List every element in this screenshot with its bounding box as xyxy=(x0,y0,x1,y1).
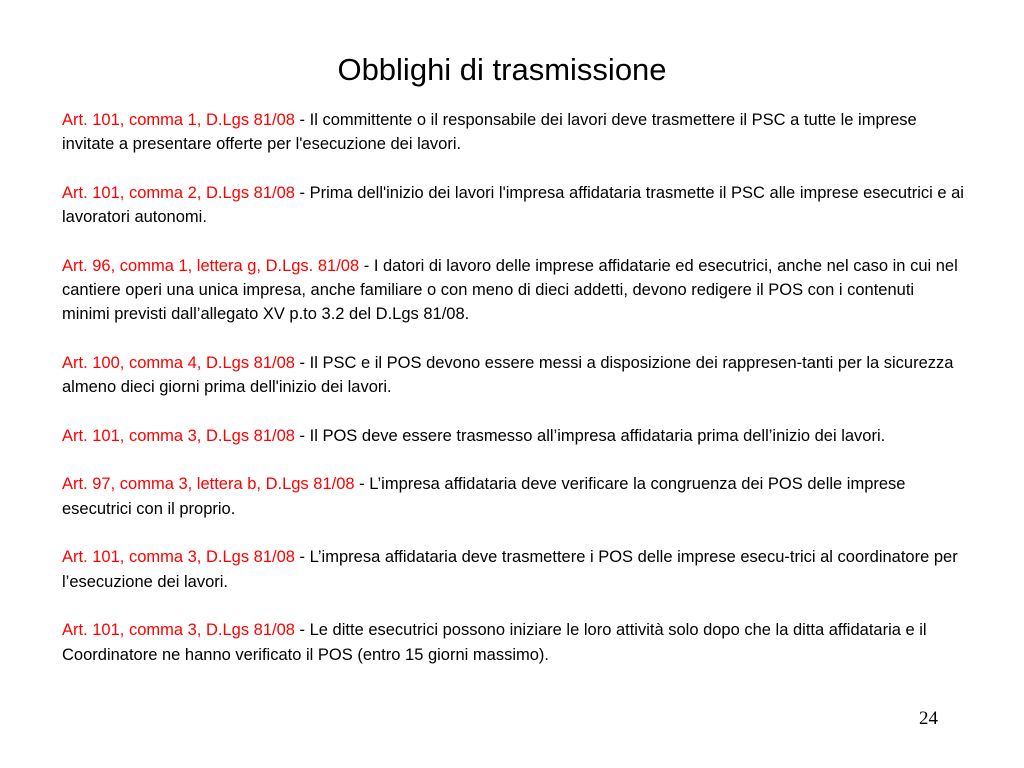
article-reference: Art. 101, comma 2, D.Lgs 81/08 xyxy=(62,183,295,202)
reference-separator: - xyxy=(294,353,310,372)
article-text: Il PSC e il POS devono essere messi a disposizione dei rappresen-tanti per la sicurezza almeno dieci giorni prima dell'inizio dei lavori. xyxy=(62,353,954,397)
slide-content xyxy=(62,108,966,691)
article-text: Il POS deve essere trasmesso all’impresa affidataria prima dell’inizio dei lavori. xyxy=(309,426,886,445)
article-text: I datori di lavoro delle imprese affidatarie ed esecutrici, anche nel caso in cui nel cantiere operi una unica impresa, anche familiare o con meno di dieci addetti, devono redigere il POS con i contenuti minimi previsti dall’allegato XV p.to 3.2 del D.Lgs 81/08. xyxy=(62,256,958,324)
article-reference: Art. 101, comma 1, D.Lgs 81/08 xyxy=(62,111,295,129)
article-reference: Art. 101, comma 3, D.Lgs 81/08 xyxy=(62,426,295,445)
slide-title: Obblighi di trasmissione xyxy=(337,52,667,87)
article-text: L’impresa affidataria deve trasmettere i POS delle imprese esecu-trici al coordinatore per l’esecuzione dei lavori. xyxy=(62,548,958,591)
article-paragraph xyxy=(62,472,966,521)
article-text: Le ditte esecutrici possono iniziare le loro attività solo dopo che la ditta affidataria e il Coordinatore ne hanno verificato il POS (entro 15 giorni massimo). xyxy=(62,621,927,664)
article-paragraph xyxy=(62,618,966,667)
article-reference: Art. 96, comma 1, lettera g, D.Lgs. 81/08 xyxy=(62,256,360,275)
reference-separator: - xyxy=(359,256,374,275)
article-paragraph xyxy=(62,545,966,594)
page-number: 24 xyxy=(919,708,938,729)
reference-separator: - xyxy=(294,183,310,202)
article-reference: Art. 97, comma 3, lettera b, D.Lgs 81/08 xyxy=(62,475,355,494)
article-paragraph xyxy=(62,351,966,400)
article-reference: Art. 101, comma 3, D.Lgs 81/08 xyxy=(62,621,295,640)
reference-separator: - xyxy=(294,426,310,445)
reference-separator: - xyxy=(294,621,310,640)
article-text: L’impresa affidataria deve verificare la congruenza dei POS delle imprese esecutrici con il proprio. xyxy=(62,475,906,518)
article-text: Prima dell'inizio dei lavori l'impresa affidataria trasmette il PSC alle imprese esecutrici e ai lavoratori autonomi. xyxy=(62,183,964,227)
article-reference: Art. 100, comma 4, D.Lgs 81/08 xyxy=(62,353,295,372)
reference-separator: - xyxy=(354,475,370,494)
article-paragraph xyxy=(62,181,966,230)
article-paragraph xyxy=(62,108,966,157)
article-paragraph xyxy=(62,254,966,327)
article-paragraph xyxy=(62,424,966,448)
reference-separator: - xyxy=(294,111,310,129)
article-reference: Art. 101, comma 3, D.Lgs 81/08 xyxy=(62,548,295,567)
reference-separator: - xyxy=(294,548,310,567)
article-text: Il committente o il responsabile dei lavori deve trasmettere il PSC a tutte le imprese invitate a presentare offerte per l'esecuzione dei lavori. xyxy=(62,111,917,154)
